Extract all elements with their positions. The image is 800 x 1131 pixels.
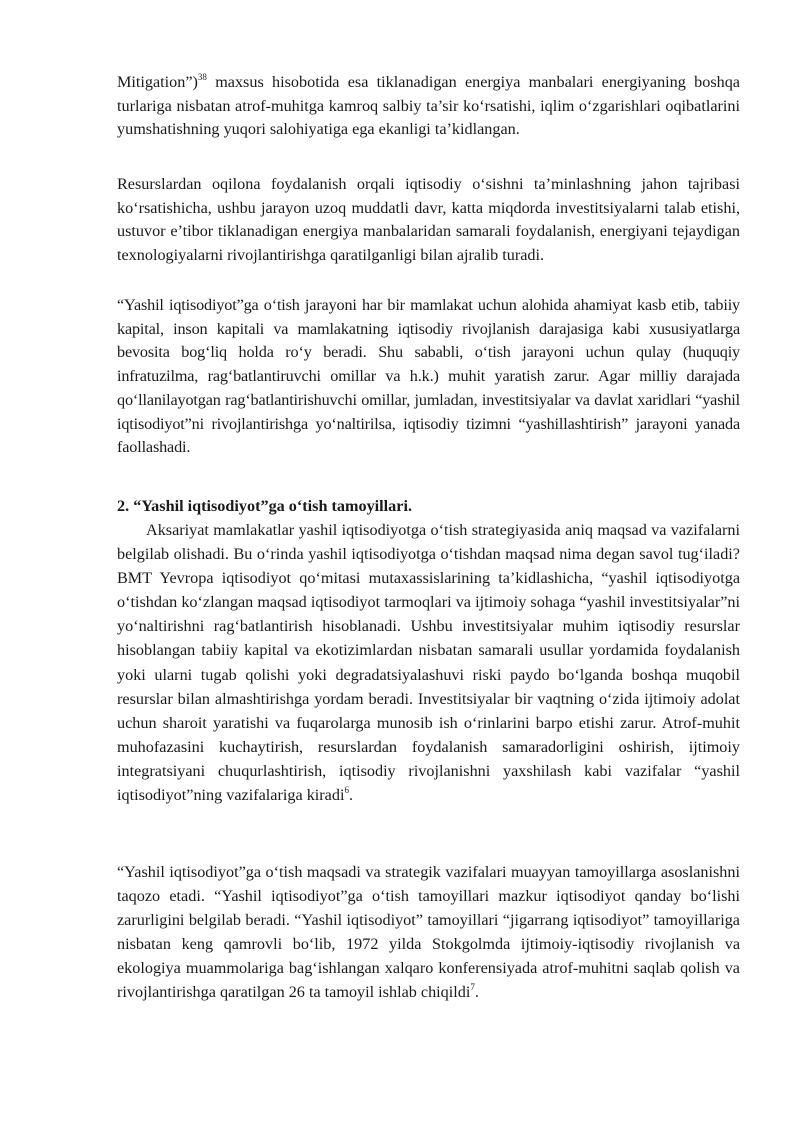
- paragraph-text: Aksariyat mamlakatlar yashil iqtisodiyotga o‘tish strategiyasida aniq maqsad va vazifalarni belgilab olishadi. Bu o‘rinda yashil iqtisodiyotga o‘tishdan maqsad nima degan savol tug‘iladi? BMT Yevropa iqtisodiyot qo‘mitasi mutaxassislarining ta’kidlashicha, “yashil iqtisodiyotga o‘tishdan ko‘zlangan maqsad iqtisodiyot tarmoqlari va ijtimoiy sohaga “yashil investitsiyalar”ni yo‘naltirishni rag‘batlantirish hisoblanadi. Ushbu investitsiyalar muhim iqtisodiy resurslar hisoblangan tabiiy kapital va ekotizimlardan nisbatan samarali usullar yordamida foydalanish yoki ularni tugab qolishi yoki degradatsiyalashuvi riski paydo bo‘lganda boshqa muqobil resurslar bilan almashtirishga yordam beradi. Investitsiyalar bir vaqtning o‘zida ijtimoiy adolat uchun sharoit yaratishi va fuqarolarga munosib ish o‘rinlarini barpo etishi zarur. Atrof-muhit muhofazasini kuchaytirish, resurslardan foydalanish samaradorligini oshirish, ijtimoiy integratsiyani chuqurlashtirish, iqtisodiy rivojlanishni yaxshilash kabi vazifalar “yashil iqtisodiyot”ning vazifalariga kiradi: [117, 521, 740, 805]
- paragraph-tail: .: [348, 786, 354, 805]
- paragraph-text: Resurslardan oqilona foydalanish orqali iqtisodiy o‘sishni ta’minlashning jahon tajribasi ko‘rsatishicha, ushbu jarayon uzoq muddatli davr, katta miqdorda investitsiyalarni talab etishi, ustuvor e’tibor tiklanadigan energiya manbalaridan samarali foydalanish, energiyani tejaydigan texnologiyalarni rivojlantirishga qaratilganligi bilan ajralib turadi.: [117, 175, 740, 265]
- paragraph-text: maxsus hisobotida esa tiklanadigan energiya manbalari energiyaning boshqa turlariga nisbatan atrof-muhitga kamroq salbiy ta’sir ko‘rsatishi, iqlim o‘zgarishlari oqibatlarini yumshatishning yuqori salohiyatiga ega ekanligi ta’kidlangan.: [117, 73, 740, 139]
- paragraph-text: “Yashil iqtisodiyot”ga o‘tish maqsadi va strategik vazifalari muayyan tamoyillarga asoslanishni taqozo etadi. “Yashil iqtisodiyot”ga o‘tish tamoyillari mazkur iqtisodiyot qanday bo‘lishi zarurligini belgilab beradi. “Yashil iqtisodiyot” tamoyillari “jigarrang iqtisodiyot” tamoyillariga nisbatan keng qamrovli bo‘lib, 1972 yilda Stokgolmda ijtimoiy-iqtisodiy rivojlanish va ekologiya muammolariga bag‘ishlangan xalqaro konferensiyada atrof-muhitni saqlab qolish va rivojlantirishga qaratilgan 26 ta tamoyil ishlab chiqildi: [117, 863, 740, 1002]
- footnote-ref[interactable]: 6: [344, 785, 349, 796]
- paragraph-green-transition: [117, 294, 740, 460]
- section-heading: 2. “Yashil iqtisodiyot”ga o‘tish tamoyillari.: [117, 497, 412, 515]
- paragraph-goals: [117, 518, 740, 807]
- footnote-ref[interactable]: 38: [197, 72, 207, 82]
- paragraph-tail: .: [474, 983, 479, 1002]
- paragraph-report-continuation: [117, 71, 740, 142]
- paragraph-resource-efficiency: [117, 173, 740, 268]
- paragraph-principles: [117, 860, 740, 1005]
- paragraph-text: Mitigation”): [117, 73, 198, 91]
- paragraph-text: “Yashil iqtisodiyot”ga o‘tish jarayoni har bir mamlakat uchun alohida ahamiyat kasb etib, tabiiy kapital, inson kapitali va mamlakatning iqtisodiy rivojlanish darajasiga kabi xususiyatlarga bevosita bog‘liq holda ro‘y beradi. Shu sababli, o‘tish jarayoni uchun qulay (huquqiy infratuzilma, rag‘batlantiruvchi omillar va h.k.) muhit yaratish zarur. Agar milliy darajada qo‘llanilayotgan rag‘batlantirishuvchi omillar, jumladan, investitsiyalar va davlat xaridlari “yashil iqtisodiyot”ni rivojlantirishga yo‘naltirilsa, iqtisodiy tizimni “yashillashtirish” jarayoni yanada faollashadi.: [117, 296, 740, 457]
- footnote-ref[interactable]: 7: [470, 982, 475, 993]
